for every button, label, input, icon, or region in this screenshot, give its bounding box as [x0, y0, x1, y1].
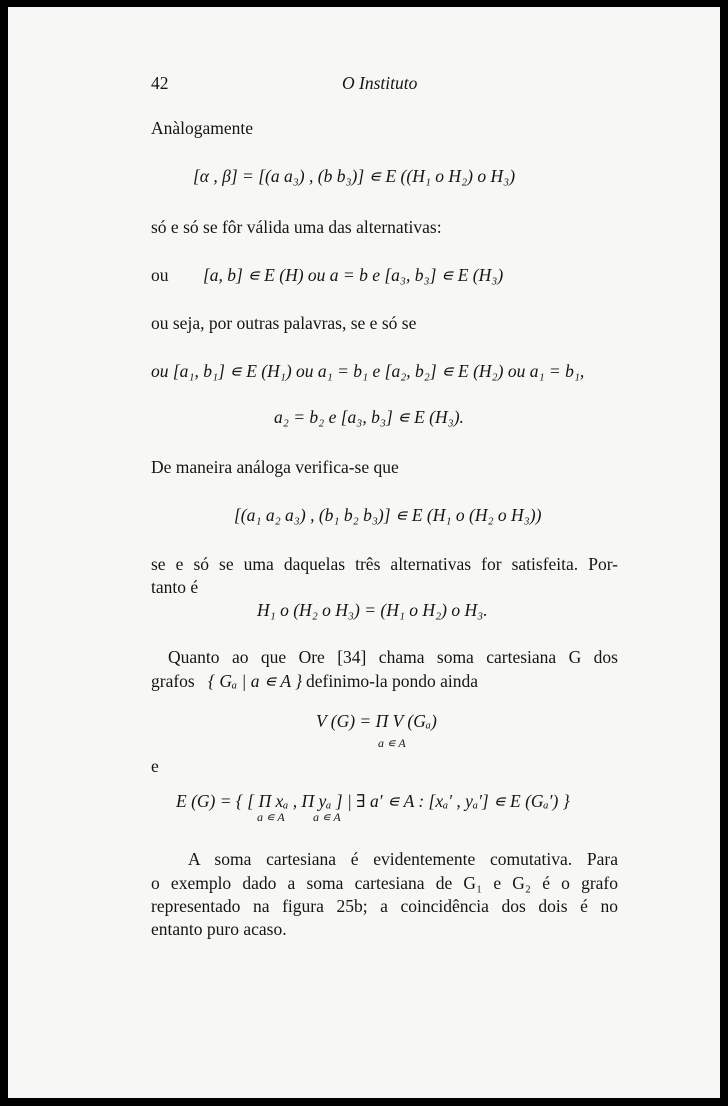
text-line-ou-seja: ou seja, por outras palavras, se e só se [151, 313, 417, 333]
text-line-so-se: só e só se fôr válida uma das alternativas: [151, 217, 442, 237]
paragraph-line: A soma cartesiana é evidentemente comutativa. Para [188, 849, 618, 869]
formula-7: V (G) = Π V (Gₐ) [316, 711, 437, 731]
word-e: e [151, 756, 159, 776]
paragraph-line: se e só se uma daquelas três alternativas for satisfeita. Por- [151, 554, 618, 574]
formula-8-subscript-1: a ∊ A [257, 810, 285, 824]
page-number: 42 [151, 73, 169, 93]
running-title: O Instituto [342, 73, 418, 93]
formula-1: [α , β] = [(a a₃) , (b b₃)] ∊ E ((H₁ o H₂) o H₃) [193, 166, 516, 186]
paragraph-line: Quanto ao que Ore [34] chama soma cartesiana G dos [168, 647, 618, 667]
paragraph-line: representado na figura 25b; a coincidência dos dois é no [151, 896, 618, 916]
text-line-de-maneira: De maneira análoga verifica-se que [151, 457, 399, 477]
paragraph-line: tanto é [151, 577, 199, 597]
paragraph-line: entanto puro acaso. [151, 919, 287, 939]
formula-5: [(a₁ a₂ a₃) , (b₁ b₂ b₃)] ∊ E (H₁ o (H₂ o H₃)) [234, 505, 542, 525]
book-page [8, 7, 720, 1098]
paragraph-line-start: grafos [151, 671, 195, 691]
set-notation: { Gₐ | a ∊ A } [208, 671, 303, 691]
formula-7-subscript: a ∊ A [378, 736, 406, 750]
formula-6: H₁ o (H₂ o H₃) = (H₁ o H₂) o H₃. [257, 600, 488, 620]
paragraph-line-end: definimo-la pondo ainda [306, 671, 479, 691]
formula-8: E (G) = { [ Π xₐ , Π yₐ ] | ∃ a′ ∊ A : [xₐ′ , yₐ′] ∊ E (Gₐ′) } [176, 791, 570, 811]
formula-3: ou [a₁, b₁] ∊ E (H₁) ou a₁ = b₁ e [a₂, b₂] ∊ E (H₂) ou a₁ = b₁, [151, 361, 585, 381]
formula-4: a₂ = b₂ e [a₃, b₃] ∊ E (H₃). [274, 407, 464, 427]
formula-8-subscript-2: a ∊ A [313, 810, 341, 824]
formula-2: [a, b] ∊ E (H) ou a = b e [a₃, b₃] ∊ E (H₃) [203, 265, 504, 285]
word-ou: ou [151, 265, 169, 285]
intro-word: Anàlogamente [151, 118, 254, 138]
paragraph-line: o exemplo dado a soma cartesiana de G₁ e G₂ é o grafo [151, 873, 618, 893]
